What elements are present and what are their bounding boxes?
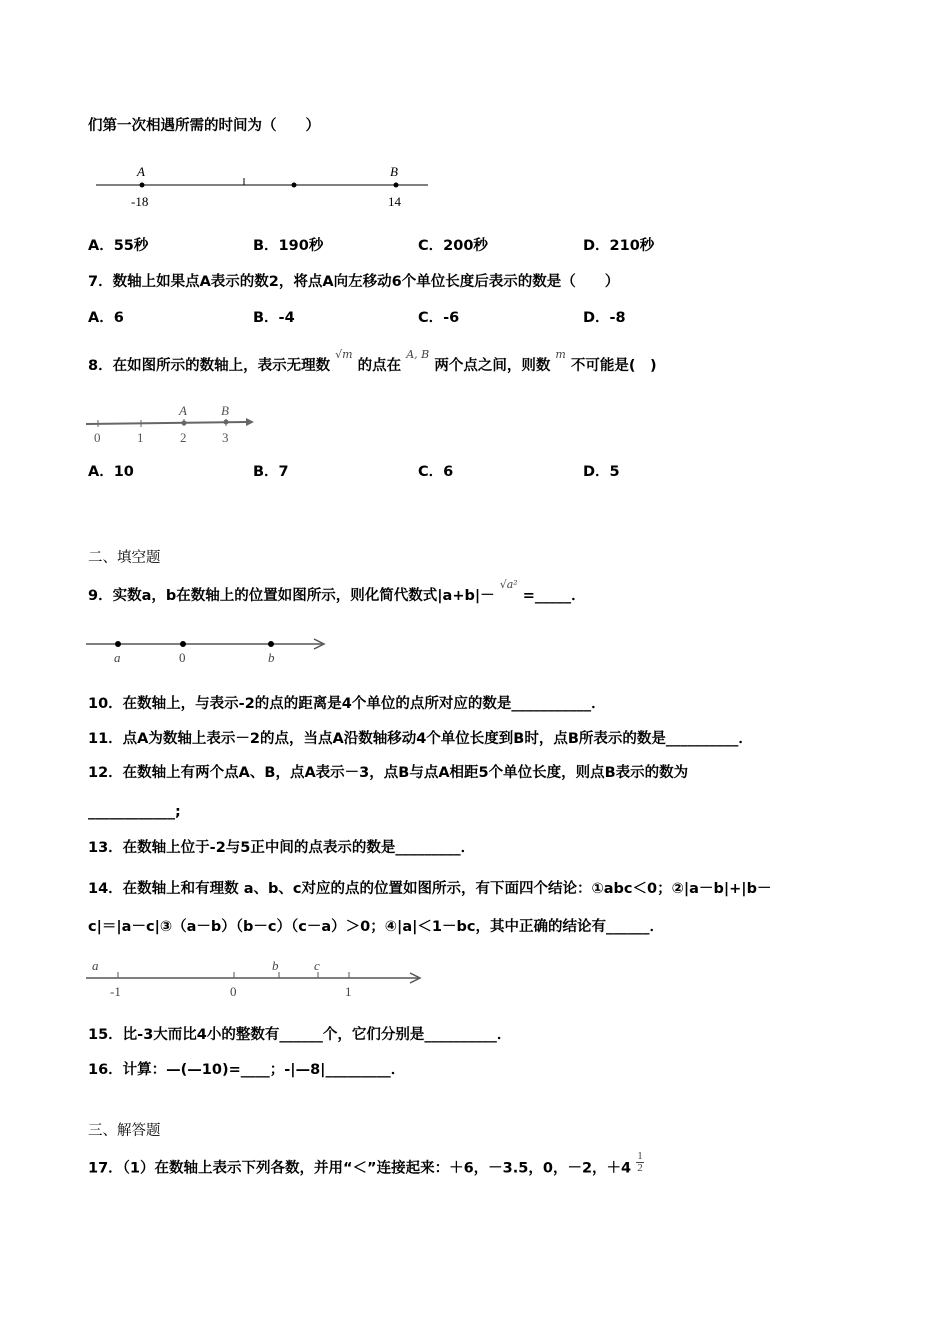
q14-number-line bbox=[86, 956, 431, 1004]
q8-sqrt-m: √m bbox=[335, 348, 353, 361]
q9-part1: 9．实数a，b在数轴上的位置如图所示，则化简代数式|a+b|－ bbox=[88, 588, 495, 604]
question-8 bbox=[88, 348, 657, 377]
question-13: 13．在数轴上位于-2与5正中间的点表示的数是_________． bbox=[88, 840, 476, 856]
question-9 bbox=[88, 578, 586, 607]
q8-option-a: A．10 bbox=[88, 464, 134, 480]
question-16: 16．计算：—(—10)=____；-|—8|_________． bbox=[88, 1062, 406, 1078]
question-14-line-1: 14．在数轴上和有理数 a、b、c对应的点的位置如图所示，有下面四个结论：①abc＜0；②|a－b|+|b－ bbox=[88, 881, 772, 897]
question-11: 11．点A为数轴上表示－2的点，当点A沿数轴移动4个单位长度到B时，点B所表示的数是__________． bbox=[88, 731, 753, 747]
q14-label-a: a bbox=[92, 958, 99, 973]
q7-option-c: C．-6 bbox=[418, 310, 460, 326]
q8-part1: 8．在如图所示的数轴上，表示无理数 bbox=[88, 358, 331, 374]
q9-number-line bbox=[86, 630, 336, 666]
q8-ab: A, B bbox=[406, 348, 430, 361]
q7-option-a: A．6 bbox=[88, 310, 124, 326]
q8-m: m bbox=[555, 348, 566, 361]
question-7: 7．数轴上如果点A表示的数2，将点A向左移动6个单位长度后表示的数是（ ） bbox=[88, 274, 620, 290]
q14-tick-one: 1 bbox=[345, 984, 352, 999]
question-12-line-1: 12．在数轴上有两个点A、B，点A表示－3，点B与点A相距5个单位长度，则点B表示的数为 bbox=[88, 765, 689, 781]
question-14-line-2: c|＝|a－c|③（a－b）（b－c）（c－a）＞0；④|a|＜1－bc，其中正确的结论有______． bbox=[88, 919, 664, 935]
q9-part2: =_____． bbox=[522, 588, 586, 604]
question-12-line-2: ____________; bbox=[88, 804, 181, 820]
section-3-title: 三、解答题 bbox=[88, 1123, 161, 1139]
q17-frac-den: 2 bbox=[637, 1162, 643, 1174]
q14-tick-zero: 0 bbox=[230, 984, 237, 999]
q9-label-b: b bbox=[268, 650, 275, 665]
q7-option-b: B．-4 bbox=[253, 310, 295, 326]
question-15: 15．比-3大而比4小的整数有______个，它们分别是__________． bbox=[88, 1027, 512, 1043]
q8-number-line bbox=[86, 400, 266, 448]
q9-sqrt: √a² bbox=[499, 578, 518, 591]
question-10: 10．在数轴上，与表示-2的点的距离是4个单位的点所对应的数是___________． bbox=[88, 696, 606, 712]
q6-value-a: -18 bbox=[131, 194, 149, 209]
q8-tick-1: 1 bbox=[137, 430, 144, 445]
q6-label-b: B bbox=[390, 164, 398, 179]
q8-tick-0: 0 bbox=[94, 430, 101, 445]
q6-value-b: 14 bbox=[388, 194, 401, 209]
q6-option-b: B．190秒 bbox=[253, 238, 324, 254]
question-17 bbox=[88, 1150, 644, 1180]
q8-option-b: B．7 bbox=[253, 464, 289, 480]
section-2-title: 二、填空题 bbox=[88, 550, 161, 566]
question-6-tail: 们第一次相遇所需的时间为（ ） bbox=[88, 118, 320, 134]
q9-label-a: a bbox=[114, 650, 121, 665]
q17-text: 17．（1）在数轴上表示下列各数，并用“＜”连接起来：＋6，－3.5，0，－2，＋4 bbox=[88, 1160, 632, 1177]
q17-frac-num: 1 bbox=[637, 1150, 643, 1162]
q14-label-c: c bbox=[314, 958, 320, 973]
q9-label-zero: 0 bbox=[179, 650, 186, 665]
q8-label-b: B bbox=[221, 403, 229, 418]
q8-label-a: A bbox=[179, 403, 187, 418]
q8-tick-2: 2 bbox=[180, 430, 187, 445]
q7-option-d: D．-8 bbox=[583, 310, 626, 326]
q6-label-a: A bbox=[137, 164, 145, 179]
q8-part4: 不可能是( ) bbox=[570, 358, 657, 374]
q8-part2: 的点在 bbox=[357, 358, 402, 374]
q8-tick-3: 3 bbox=[222, 430, 229, 445]
q14-tick-neg1: -1 bbox=[110, 984, 121, 999]
q8-option-c: C．6 bbox=[418, 464, 454, 480]
q8-option-d: D．5 bbox=[583, 464, 620, 480]
q6-option-a: A．55秒 bbox=[88, 238, 149, 254]
q6-option-d: D．210秒 bbox=[583, 238, 655, 254]
q14-label-b: b bbox=[272, 958, 279, 973]
q8-part3: 两个点之间，则数 bbox=[434, 358, 551, 374]
q17-fraction bbox=[636, 1151, 644, 1174]
q6-number-line bbox=[90, 160, 450, 218]
q6-option-c: C．200秒 bbox=[418, 238, 488, 254]
